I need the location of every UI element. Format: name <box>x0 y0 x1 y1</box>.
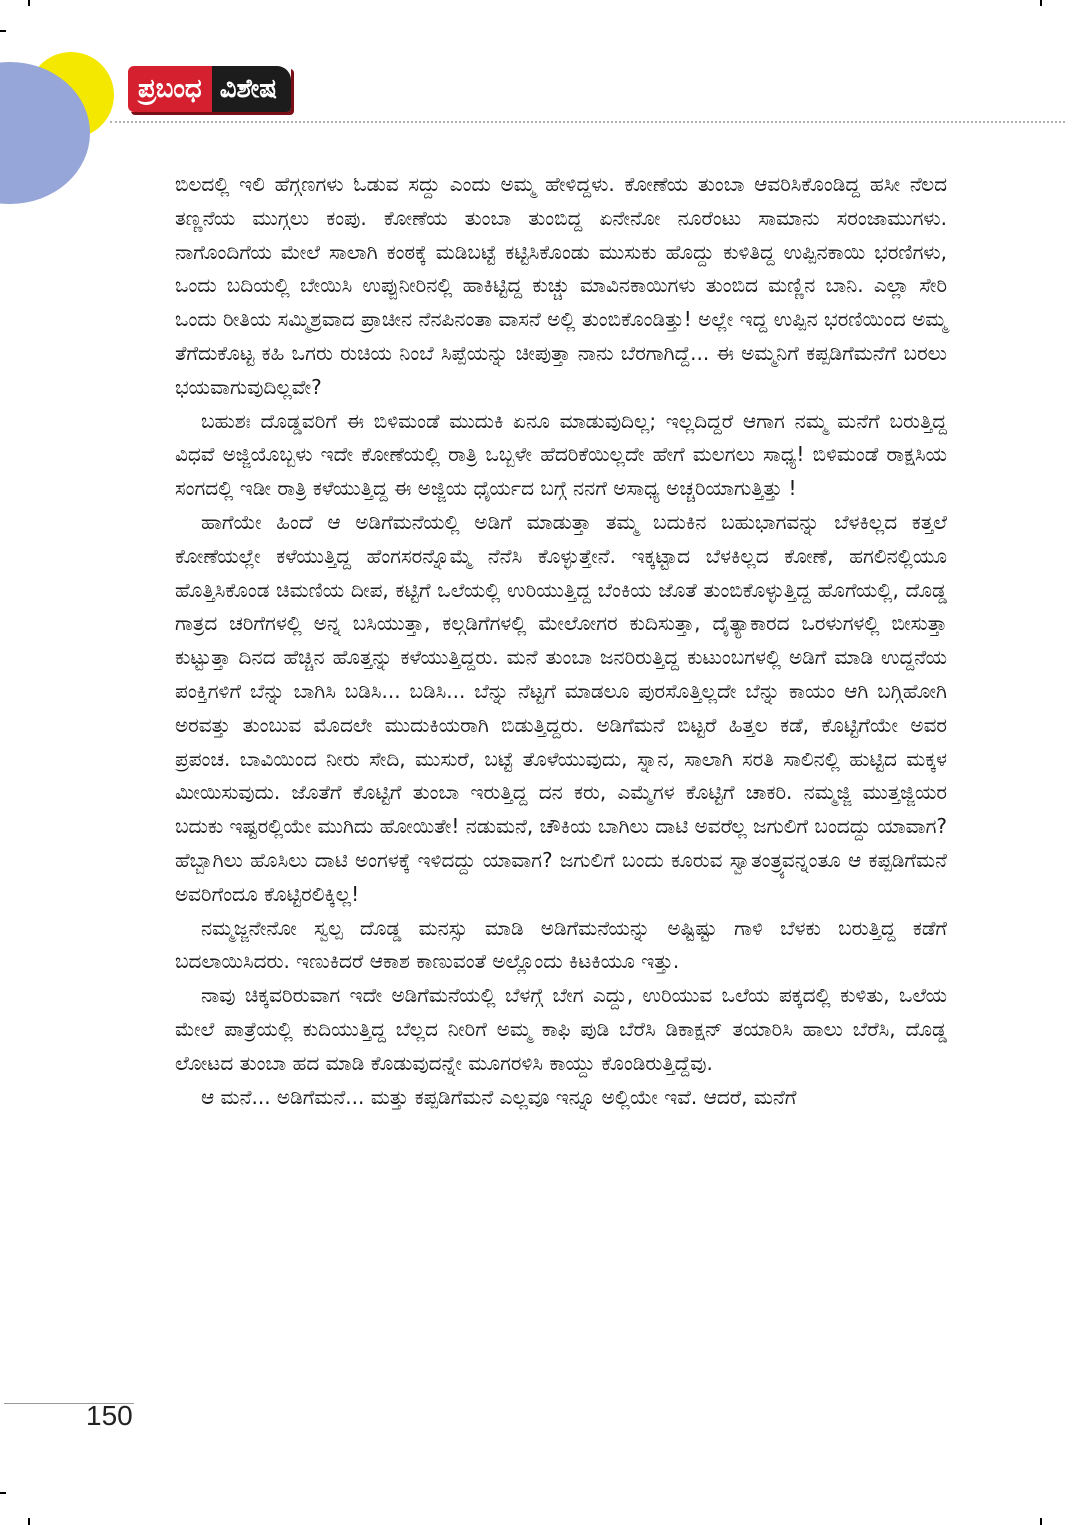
crop-mark-top-left <box>28 0 30 6</box>
article-paragraph: ನಾವು ಚಿಕ್ಕವರಿರುವಾಗ ಇದೇ ಅಡಿಗೆಮನೆಯಲ್ಲಿ ಬೆಳಗ್ಗೆ ಬೇಗ ಎದ್ದು, ಉರಿಯುವ ಒಲೆಯ ಪಕ್ಕದಲ್ಲಿ ಕುಳಿತು, ಒಲೆಯ ಮೇಲೆ ಪಾತ್ರೆಯಲ್ಲಿ ಕುದಿಯುತ್ತಿದ್ದ ಬೆಲ್ಲದ ನೀರಿಗೆ ಅಮ್ಮ ಕಾಫಿ ಪುಡಿ ಬೆರೆಸಿ ಡಿಕಾಕ್ಷನ್ ತಯಾರಿಸಿ ಹಾಲು ಬೆರೆಸಿ, ದೊಡ್ಡ ಲೋಟದ ತುಂಬಾ ಹದ ಮಾಡಿ ಕೊಡುವುದನ್ನೇ ಮೂಗರಳಿಸಿ ಕಾಯ್ದು ಕೊಂಡಿರುತ್ತಿದ್ದೆವು. <box>175 983 947 1075</box>
article-paragraph: ಆ ಮನೆ... ಅಡಿಗೆಮನೆ... ಮತ್ತು ಕಪ್ಪಡಿಗೆಮನೆ ಎಲ್ಲವೂ ಇನ್ನೂ ಅಲ್ಲಿಯೇ ಇವೆ. ಆದರೆ, ಮನೆಗೆ <box>201 1084 797 1109</box>
article-paragraph: ಹಾಗೆಯೇ ಹಿಂದೆ ಆ ಅಡಿಗೆಮನೆಯಲ್ಲಿ ಅಡಿಗೆ ಮಾಡುತ್ತಾ ತಮ್ಮ ಬದುಕಿನ ಬಹುಭಾಗವನ್ನು ಬೆಳಕಿಲ್ಲದ ಕತ್ತಲೆ ಕೋಣೆಯಲ್ಲೇ ಕಳೆಯುತ್ತಿದ್ದ ಹೆಂಗಸರನ್ನೊಮ್ಮೆ ನೆನೆಸಿ ಕೊಳ್ಳುತ್ತೇನೆ. ಇಕ್ಕಟ್ಟಾದ ಬೆಳಕಿಲ್ಲದ ಕೋಣೆ, ಹಗಲಿನಲ್ಲಿಯೂ ಹೊತ್ತಿಸಿಕೊಂಡ ಚಿಮಣಿಯ ದೀಪ, ಕಟ್ಟಿಗೆ ಒಲೆಯಲ್ಲಿ ಉರಿಯುತ್ತಿದ್ದ ಬೆಂಕಿಯ ಜೊತೆ ತುಂಬಿಕೊಳ್ಳುತ್ತಿದ್ದ ಹೊಗೆಯಲ್ಲಿ, ದೊಡ್ಡ ಗಾತ್ರದ ಚರಿಗೆಗಳಲ್ಲಿ ಅನ್ನ ಬಸಿಯುತ್ತಾ, ಕಲ್ಗಡಿಗೆಗಳಲ್ಲಿ ಮೇಲೋಗರ ಕುದಿಸುತ್ತಾ, ದೈತ್ಯಾಕಾರದ ಒರಳುಗಳಲ್ಲಿ ಬೀಸುತ್ತಾ ಕುಟ್ಟುತ್ತಾ ದಿನದ ಹೆಚ್ಚಿನ ಹೊತ್ತನ್ನು ಕಳೆಯುತ್ತಿದ್ದರು. ಮನೆ ತುಂಬಾ ಜನರಿರುತ್ತಿದ್ದ ಕುಟುಂಬಗಳಲ್ಲಿ ಅಡಿಗೆ ಮಾಡಿ ಉದ್ದನೆಯ ಪಂಕ್ತಿಗಳಿಗೆ ಬೆನ್ನು ಬಾಗಿಸಿ ಬಡಿಸಿ... ಬಡಿಸಿ... ಬೆನ್ನು ನೆಟ್ಟಗೆ ಮಾಡಲೂ ಪುರಸೊತ್ತಿಲ್ಲದೇ ಬೆನ್ನು ಕಾಯಂ ಆಗಿ ಬಗ್ಗಿಹೋಗಿ ಅರವತ್ತು ತುಂಬುವ ಮೊದಲೇ ಮುದುಕಿಯರಾಗಿ ಬಿಡುತ್ತಿದ್ದರು. ಅಡಿಗೆಮನೆ ಬಿಟ್ಟರೆ ಹಿತ್ತಲ ಕಡೆ, ಕೊಟ್ಟಿಗೆಯೇ ಅವರ ಪ್ರಪಂಚ. ಬಾವಿಯಿಂದ ನೀರು ಸೇದಿ, ಮುಸುರೆ, ಬಟ್ಟೆ ತೊಳೆಯುವುದು, ಸ್ನಾನ, ಸಾಲಾಗಿ ಸರತಿ ಸಾಲಿನಲ್ಲಿ ಹುಟ್ಟಿದ ಮಕ್ಕಳ ಮೀಯಿಸುವುದು. ಜೊತೆಗೆ ಕೊಟ್ಟಿಗೆ ತುಂಬಾ ಇರುತ್ತಿದ್ದ ದನ ಕರು, ಎಮ್ಮೆಗಳ ಕೊಟ್ಟಿಗೆ ಚಾಕರಿ. ನಮ್ಮಜ್ಜಿ ಮುತ್ತಜ್ಜಿಯರ ಬದುಕು ಇಷ್ಟರಲ್ಲಿಯೇ ಮುಗಿದು ಹೋಯಿತೇ! ನಡುಮನೆ, ಚೌಕಿಯ ಬಾಗಿಲು ದಾಟಿ ಅವರೆಲ್ಲ ಜಗುಲಿಗೆ ಬಂದದ್ದು ಯಾವಾಗ? ಹೆಬ್ಬಾಗಿಲು ಹೊಸಿಲು ದಾಟಿ ಅಂಗಳಕ್ಕೆ ಇಳಿದದ್ದು ಯಾವಾಗ? ಜಗುಲಿಗೆ ಬಂದು ಕೂರುವ ಸ್ವಾತಂತ್ರ್ಯವನ್ನಂತೂ ಆ ಕಪ್ಪಡಿಗೆಮನೆ ಅವರಿಗೆಂದೂ ಕೊಟ್ಟಿರಲಿಕ್ಕಿಲ್ಲ! <box>175 509 948 906</box>
article-paragraph: ಬಹುಶಃ ದೊಡ್ಡವರಿಗೆ ಈ ಬಿಳಿಮಂಡೆ ಮುದುಕಿ ಏನೂ ಮಾಡುವುದಿಲ್ಲ; ಇಲ್ಲದಿದ್ದರೆ ಆಗಾಗ ನಮ್ಮ ಮನೆಗೆ ಬರುತ್ತಿದ್ದ ವಿಧವೆ ಅಜ್ಜಿಯೊಬ್ಬಳು ಇದೇ ಕೋಣೆಯಲ್ಲಿ ರಾತ್ರಿ ಒಬ್ಬಳೇ ಹೆದರಿಕೆಯಿಲ್ಲದೇ ಹೇಗೆ ಮಲಗಲು ಸಾಧ್ಯ! ಬಿಳಿಮಂಡೆ ರಾಕ್ಷಸಿಯ ಸಂಗದಲ್ಲಿ ಇಡೀ ರಾತ್ರಿ ಕಳೆಯುತ್ತಿದ್ದ ಈ ಅಜ್ಜಿಯ ಧೈರ್ಯದ ಬಗ್ಗೆ ನನಗೆ ಅಸಾಧ್ಯ ಅಚ್ಚರಿಯಾಗುತ್ತಿತ್ತು ! <box>175 408 947 501</box>
crop-mark-top-right <box>1040 0 1042 6</box>
crop-mark-left-upper <box>0 30 6 32</box>
page-number: 150 <box>86 1400 133 1431</box>
crop-mark-bottom-left <box>28 1518 30 1525</box>
article-paragraph: ಬಿಲದಲ್ಲಿ ಇಲಿ ಹೆಗ್ಗಣಗಳು ಓಡುವ ಸದ್ದು ಎಂದು ಅಮ್ಮ ಹೇಳಿದ್ದಳು. ಕೋಣೆಯ ತುಂಬಾ ಆವರಿಸಿಕೊಂಡಿದ್ದ ಹಸೀ ನೆಲದ ತಣ್ಣನೆಯ ಮುಗ್ಗಲು ಕಂಪು. ಕೋಣೆಯ ತುಂಬಾ ತುಂಬಿದ್ದ ಏನೇನೋ ನೂರೆಂಟು ಸಾಮಾನು ಸರಂಜಾಮುಗಳು. ನಾಗೊಂದಿಗೆಯ ಮೇಲೆ ಸಾಲಾಗಿ ಕಂಠಕ್ಕೆ ಮಡಿಬಟ್ಟೆ ಕಟ್ಟಿಸಿಕೊಂಡು ಮುಸುಕು ಹೊದ್ದು ಕುಳಿತಿದ್ದ ಉಪ್ಪಿನಕಾಯಿ ಭರಣಿಗಳು, ಒಂದು ಬದಿಯಲ್ಲಿ ಬೇಯಿಸಿ ಉಪ್ಪುನೀರಿನಲ್ಲಿ ಹಾಕಿಟ್ಟಿದ್ದ ಕುಚ್ಚು ಮಾವಿನಕಾಯಿಗಳು ತುಂಬಿದ ಮಣ್ಣಿನ ಬಾನಿ. ಎಲ್ಲಾ ಸೇರಿ ಒಂದು ರೀತಿಯ ಸಮ್ಮಿಶ್ರವಾದ ಪ್ರಾಚೀನ ನೆನಪಿನಂತಾ ವಾಸನೆ ಅಲ್ಲಿ ತುಂಬಿಕೊಂಡಿತ್ತು! ಅಲ್ಲೇ ಇದ್ದ ಉಪ್ಪಿನ ಭರಣಿಯಿಂದ ಅಮ್ಮ ತೆಗೆದುಕೊಟ್ಟ ಕಹಿ ಒಗರು ರುಚಿಯ ನಿಂಬೆ ಸಿಪ್ಪೆಯನ್ನು ಚೀಪುತ್ತಾ ನಾನು ಬೆರಗಾಗಿದ್ದೆ... ಈ ಅಮ್ಮನಿಗೆ ಕಪ್ಪಡಿಗೆಮನೆಗೆ ಬರಲು ಭಯವಾಗುವುದಿಲ್ಲವೇ? <box>175 172 947 399</box>
article-body <box>175 168 947 1114</box>
section-label-secondary: ವಿಶೇಷ <box>212 66 291 112</box>
crop-mark-left-lower <box>0 1492 6 1494</box>
crop-mark-bottom-right <box>1040 1518 1042 1525</box>
header-dotted-rule <box>110 121 1065 123</box>
section-header-badge <box>128 66 291 112</box>
article-paragraph: ನಮ್ಮಜ್ಜನೇನೋ ಸ್ವಲ್ಪ ದೊಡ್ಡ ಮನಸ್ಸು ಮಾಡಿ ಅಡಿಗೆಮನೆಯನ್ನು ಅಷ್ಟಿಷ್ಟು ಗಾಳಿ ಬೆಳಕು ಬರುತ್ತಿದ್ದ ಕಡೆಗೆ ಬದಲಾಯಿಸಿದರು. ಇಣುಕಿದರೆ ಆಕಾಶ ಕಾಣುವಂತೆ ಅಲ್ಲೊಂದು ಕಿಟಕಿಯೂ ಇತ್ತು. <box>175 915 947 974</box>
section-label-primary: ಪ್ರಬಂಧ <box>128 66 212 112</box>
